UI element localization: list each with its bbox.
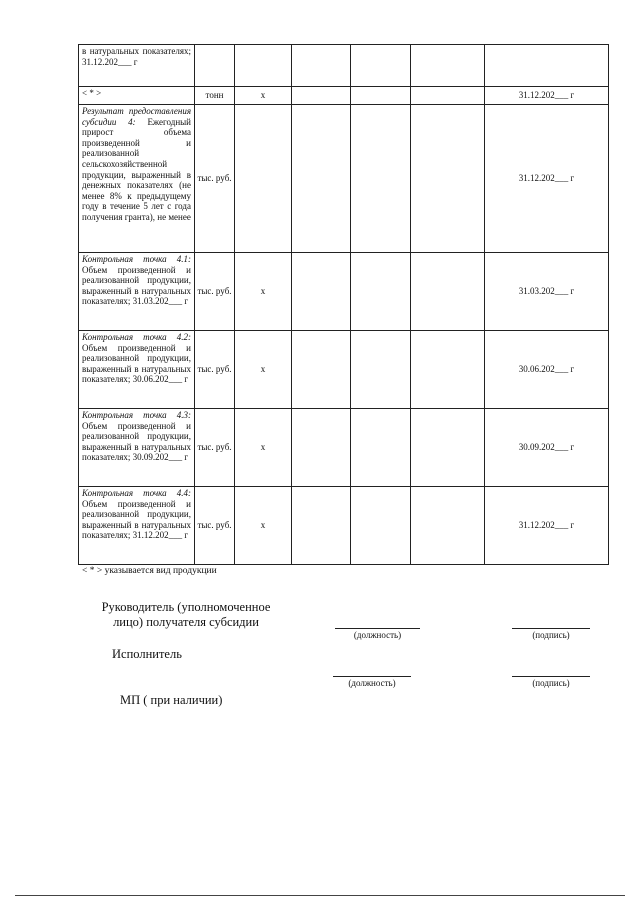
unit-cell	[195, 45, 235, 87]
empty-cell	[351, 105, 411, 253]
date-cell	[485, 45, 609, 87]
unit-cell: тыс. руб.	[195, 105, 235, 253]
date-cell: 31.03.202___ г	[485, 253, 609, 331]
indicator-cell	[79, 331, 195, 409]
date-cell: 31.12.202___ г	[485, 87, 609, 105]
indicator-text: Ежегодный прирост объема произведенной и реализованной сельскохозяйственной продукции, выраженный в денежных показателях (не менее 8% к предыдущему году в течение 5 лет с года получения гранта), не менее	[82, 116, 191, 222]
indicator-text: Объем произведенной и реализованной продукции, выраженный в натуральных показателях; 30.06.202___ г	[82, 342, 191, 385]
checkpoint-label: Контрольная точка 4.1:	[82, 254, 191, 264]
page-bottom-rule	[15, 895, 625, 896]
empty-cell	[292, 87, 351, 105]
checkpoint-label: Контрольная точка 4.3:	[82, 410, 191, 420]
indicator-cell	[79, 45, 195, 87]
indicator-text: Объем произведенной и реализованной продукции, выраженный в натуральных показателях; 30.09.202___ г	[82, 420, 191, 463]
unit-cell: тыс. руб.	[195, 409, 235, 487]
head-title: Руководитель (уполномоченное лицо) получателя субсидии	[101, 600, 271, 629]
unit-cell: тонн	[195, 87, 235, 105]
empty-cell	[292, 45, 351, 87]
head-position-line	[335, 628, 420, 629]
empty-cell	[411, 487, 485, 565]
table-row	[79, 487, 609, 565]
empty-cell	[411, 253, 485, 331]
checkpoint-label: Контрольная точка 4.4:	[82, 488, 191, 498]
empty-cell	[351, 409, 411, 487]
empty-cell	[292, 253, 351, 331]
table-row	[79, 331, 609, 409]
empty-cell	[411, 331, 485, 409]
footnote: < * > указывается вид продукции	[82, 566, 217, 576]
empty-cell	[292, 409, 351, 487]
empty-cell	[411, 87, 485, 105]
executor-title: Исполнитель	[112, 647, 182, 661]
table-row	[79, 253, 609, 331]
unit-cell: тыс. руб.	[195, 331, 235, 409]
table-row	[79, 105, 609, 253]
empty-cell	[351, 487, 411, 565]
unit-cell: тыс. руб.	[195, 253, 235, 331]
date-cell: 31.12.202___ г	[485, 105, 609, 253]
table-row	[79, 409, 609, 487]
empty-cell	[411, 45, 485, 87]
head-position-caption: (должность)	[353, 630, 402, 640]
executor-signature-caption: (подпись)	[532, 678, 570, 688]
table-row	[79, 45, 609, 87]
date-cell: 31.12.202___ г	[485, 487, 609, 565]
plan-cell	[235, 45, 292, 87]
empty-cell	[292, 487, 351, 565]
indicator-cell	[79, 87, 195, 105]
indicator-text: < * >	[82, 88, 102, 98]
plan-cell: х	[235, 331, 292, 409]
empty-cell	[351, 253, 411, 331]
unit-cell: тыс. руб.	[195, 487, 235, 565]
empty-cell	[292, 331, 351, 409]
head-signature-caption: (подпись)	[532, 630, 570, 640]
indicator-cell	[79, 105, 195, 253]
executor-signature-line	[512, 676, 590, 677]
indicator-cell	[79, 487, 195, 565]
result-label: Результат предоставления субсидии 4:	[82, 106, 191, 127]
empty-cell	[292, 105, 351, 253]
empty-cell	[411, 105, 485, 253]
indicator-text: Объем произведенной и реализованной продукции, выраженный в натуральных показателях; 31.03.202___ г	[82, 264, 191, 307]
indicator-text: в натуральных показателях; 31.12.202___ г	[82, 46, 191, 67]
indicator-cell	[79, 253, 195, 331]
stamp-placeholder: МП ( при наличии)	[120, 693, 223, 707]
date-cell: 30.09.202___ г	[485, 409, 609, 487]
empty-cell	[351, 331, 411, 409]
empty-cell	[411, 409, 485, 487]
indicator-cell	[79, 409, 195, 487]
empty-cell	[351, 87, 411, 105]
report-table	[78, 44, 609, 565]
executor-position-line	[333, 676, 411, 677]
indicator-text: Объем произведенной и реализованной продукции, выраженный в натуральных показателях; 31.12.202___ г	[82, 498, 191, 541]
empty-cell	[351, 45, 411, 87]
table-row	[79, 87, 609, 105]
plan-cell: х	[235, 253, 292, 331]
plan-cell: х	[235, 409, 292, 487]
date-cell: 30.06.202___ г	[485, 331, 609, 409]
checkpoint-label: Контрольная точка 4.2:	[82, 332, 191, 342]
plan-cell: х	[235, 487, 292, 565]
plan-cell: х	[235, 87, 292, 105]
executor-position-caption: (должность)	[348, 678, 396, 688]
head-signature-line	[512, 628, 590, 629]
plan-cell	[235, 105, 292, 253]
